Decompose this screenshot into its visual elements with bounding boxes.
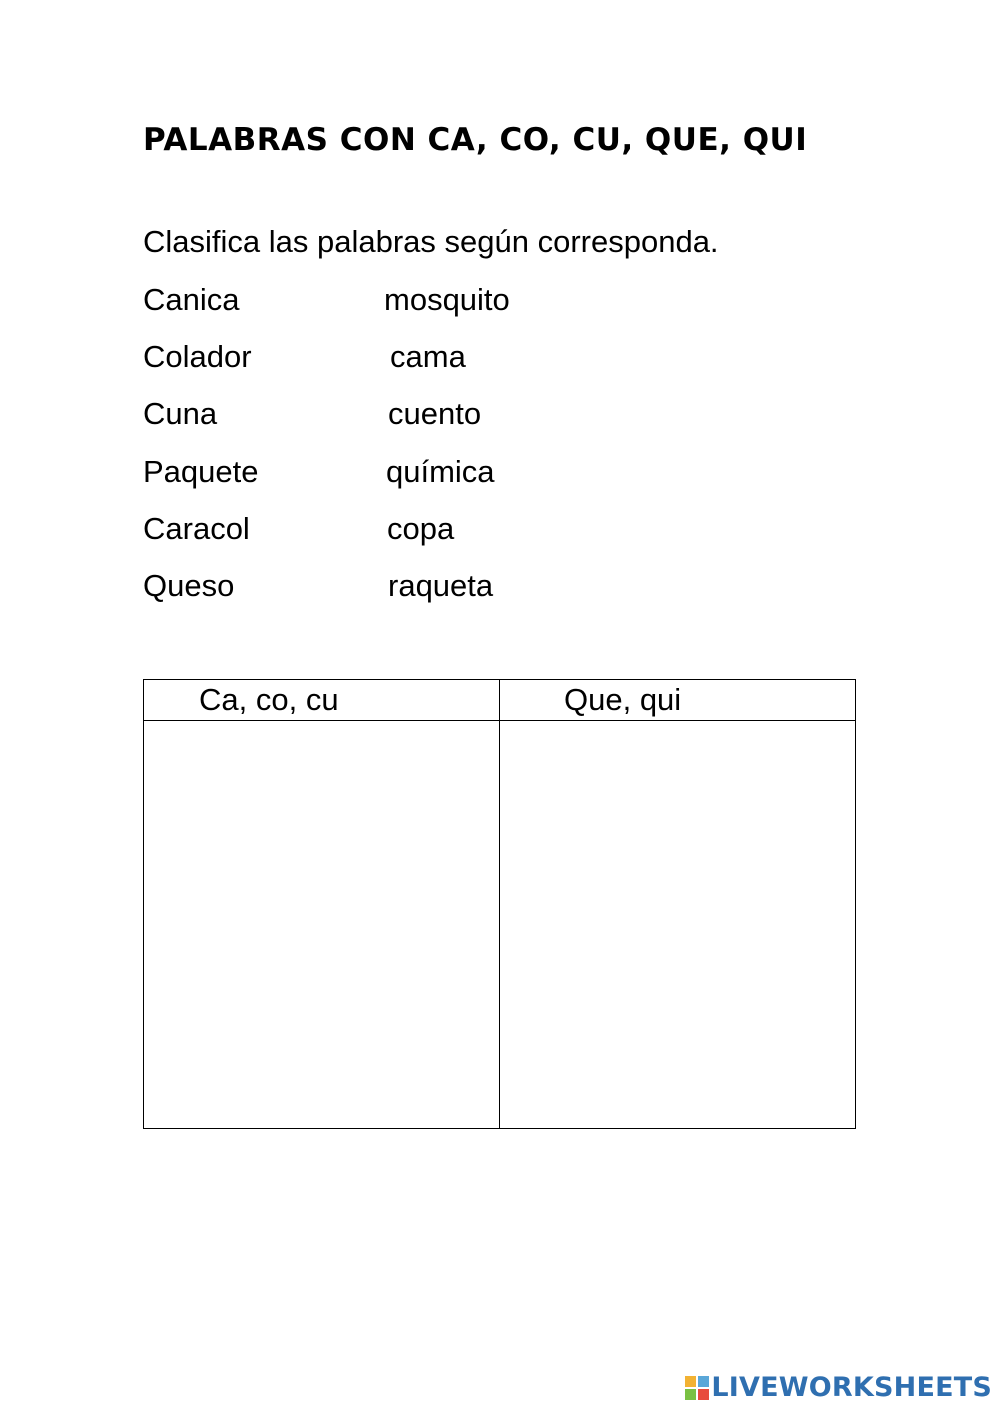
table-header-row — [144, 680, 856, 721]
word-item[interactable]: Caracol — [143, 510, 250, 546]
word-item[interactable]: química — [386, 453, 495, 489]
word-item[interactable]: Canica — [143, 282, 240, 317]
word-row — [143, 452, 643, 509]
word-row — [143, 509, 643, 566]
liveworksheets-logo-icon — [685, 1376, 709, 1400]
instruction-text: Clasifica las palabras según corresponda. — [143, 224, 719, 259]
word-list — [143, 280, 643, 623]
worksheet-title: PALABRAS CON CA, CO, CU, QUE, QUI — [143, 122, 808, 158]
word-item[interactable]: cama — [390, 339, 466, 375]
watermark-text: LIVEWORKSHEETS — [711, 1372, 992, 1403]
drop-zone-ca-co-cu[interactable] — [144, 721, 500, 1129]
word-item[interactable]: mosquito — [384, 282, 510, 317]
word-row — [143, 280, 643, 337]
word-item[interactable]: Queso — [143, 567, 235, 603]
word-item[interactable]: cuento — [388, 396, 482, 432]
word-row — [143, 566, 643, 623]
classification-table — [143, 679, 856, 1129]
word-item[interactable]: Paquete — [143, 453, 259, 489]
word-item[interactable]: Cuna — [143, 396, 218, 432]
word-row — [143, 337, 643, 394]
word-item[interactable]: copa — [387, 510, 455, 546]
column-header-ca-co-cu: Ca, co, cu — [144, 680, 500, 721]
word-row — [143, 394, 643, 451]
drop-zone-que-qui[interactable] — [500, 721, 856, 1129]
word-item[interactable]: Colador — [143, 339, 252, 375]
word-item[interactable]: raqueta — [388, 567, 494, 603]
table-row — [144, 721, 856, 1129]
column-header-que-qui: Que, qui — [500, 680, 856, 721]
liveworksheets-watermark — [685, 1373, 992, 1403]
